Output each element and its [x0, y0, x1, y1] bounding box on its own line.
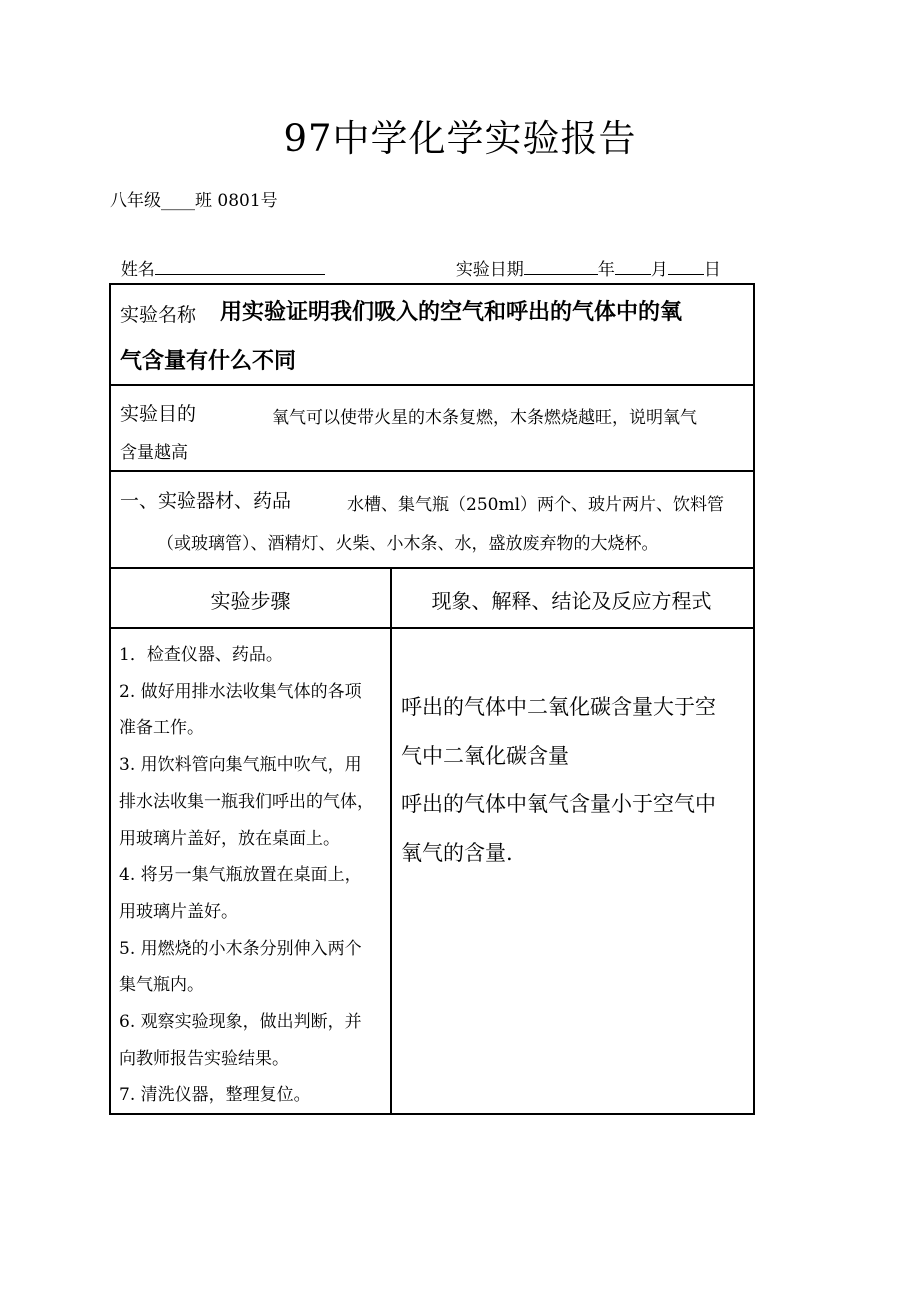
step-line: 向教师报告实验结果。 — [119, 1048, 289, 1069]
steps-column-header: 实验步骤 — [210, 589, 291, 613]
year-blank[interactable] — [524, 259, 598, 275]
day-blank[interactable] — [668, 259, 704, 275]
year-label: 年 — [597, 260, 615, 280]
experiment-name-value-1: 用实验证明我们吸入的空气和呼出的气体中的氧 — [220, 300, 683, 325]
step-line: 准备工作。 — [119, 718, 204, 739]
day-label: 日 — [703, 260, 721, 280]
step-line: 4. 将另一集气瓶放置在桌面上， — [119, 865, 362, 886]
page-title: 97中学化学实验报告 — [283, 117, 637, 160]
step-line: 5. 用燃烧的小木条分别伸入两个 — [119, 938, 362, 959]
step-line: 3. 用饮料管向集气瓶中吹气，用 — [119, 755, 362, 776]
step-line: 排水法收集一瓶我们呼出的气体， — [119, 791, 374, 812]
date-label: 实验日期 — [455, 260, 524, 280]
column-divider — [390, 569, 392, 1113]
purpose-value-1: 氧气可以使带火星的木条复燃，木条燃烧越旺，说明氧气 — [272, 408, 697, 428]
name-label: 姓名 — [120, 260, 155, 280]
materials-row — [111, 472, 753, 569]
result-line: 呼出的气体中氧气含量小于空气中 — [401, 792, 716, 816]
step-line: 6. 观察实验现象，做出判断，并 — [119, 1012, 362, 1033]
step-line: 用玻璃片盖好。 — [119, 901, 238, 922]
purpose-row — [111, 386, 753, 472]
step-line: 1．检查仪器、药品。 — [119, 645, 283, 665]
steps-list — [119, 637, 374, 1114]
step-line: 集气瓶内。 — [119, 975, 204, 996]
result-line: 气中二氧化碳含量 — [401, 743, 569, 768]
result-line: 呼出的气体中二氧化碳含量大于空 — [401, 695, 716, 719]
column-header-row — [111, 569, 753, 629]
month-blank[interactable] — [615, 259, 651, 275]
purpose-value-2: 含量越高 — [120, 443, 188, 463]
purpose-label: 实验目的 — [120, 403, 197, 425]
steps-cell — [111, 629, 390, 1109]
results-list — [401, 683, 716, 877]
step-line: 7. 清洗仪器，整理复位。 — [119, 1085, 311, 1106]
step-line: 用玻璃片盖好，放在桌面上。 — [119, 828, 340, 849]
experiment-name-row — [111, 285, 753, 386]
materials-value-2: （或玻璃管）、酒精灯、火柴、小木条、水，盛放废弃物的大烧杯。 — [157, 534, 659, 554]
results-cell — [392, 629, 751, 1109]
experiment-name-value-2: 气含量有什么不同 — [120, 349, 297, 374]
name-row — [110, 235, 325, 280]
step-line: 2. 做好用排水法收集气体的各项 — [119, 681, 362, 702]
name-blank[interactable] — [155, 259, 325, 275]
result-line: 氧气的含量. — [401, 840, 513, 865]
materials-label: 一、实验器材、药品 — [120, 490, 292, 512]
results-column-header: 现象、解释、结论及反应方程式 — [431, 589, 712, 613]
report-table — [109, 283, 755, 1115]
materials-value-1: 水槽、集气瓶（250ml）两个、玻片两片、饮料管 — [347, 495, 725, 515]
date-row — [445, 235, 721, 280]
experiment-name-label: 实验名称 — [120, 304, 197, 326]
month-label: 月 — [650, 260, 668, 280]
class-line: 八年级____班 0801号 — [110, 191, 278, 211]
